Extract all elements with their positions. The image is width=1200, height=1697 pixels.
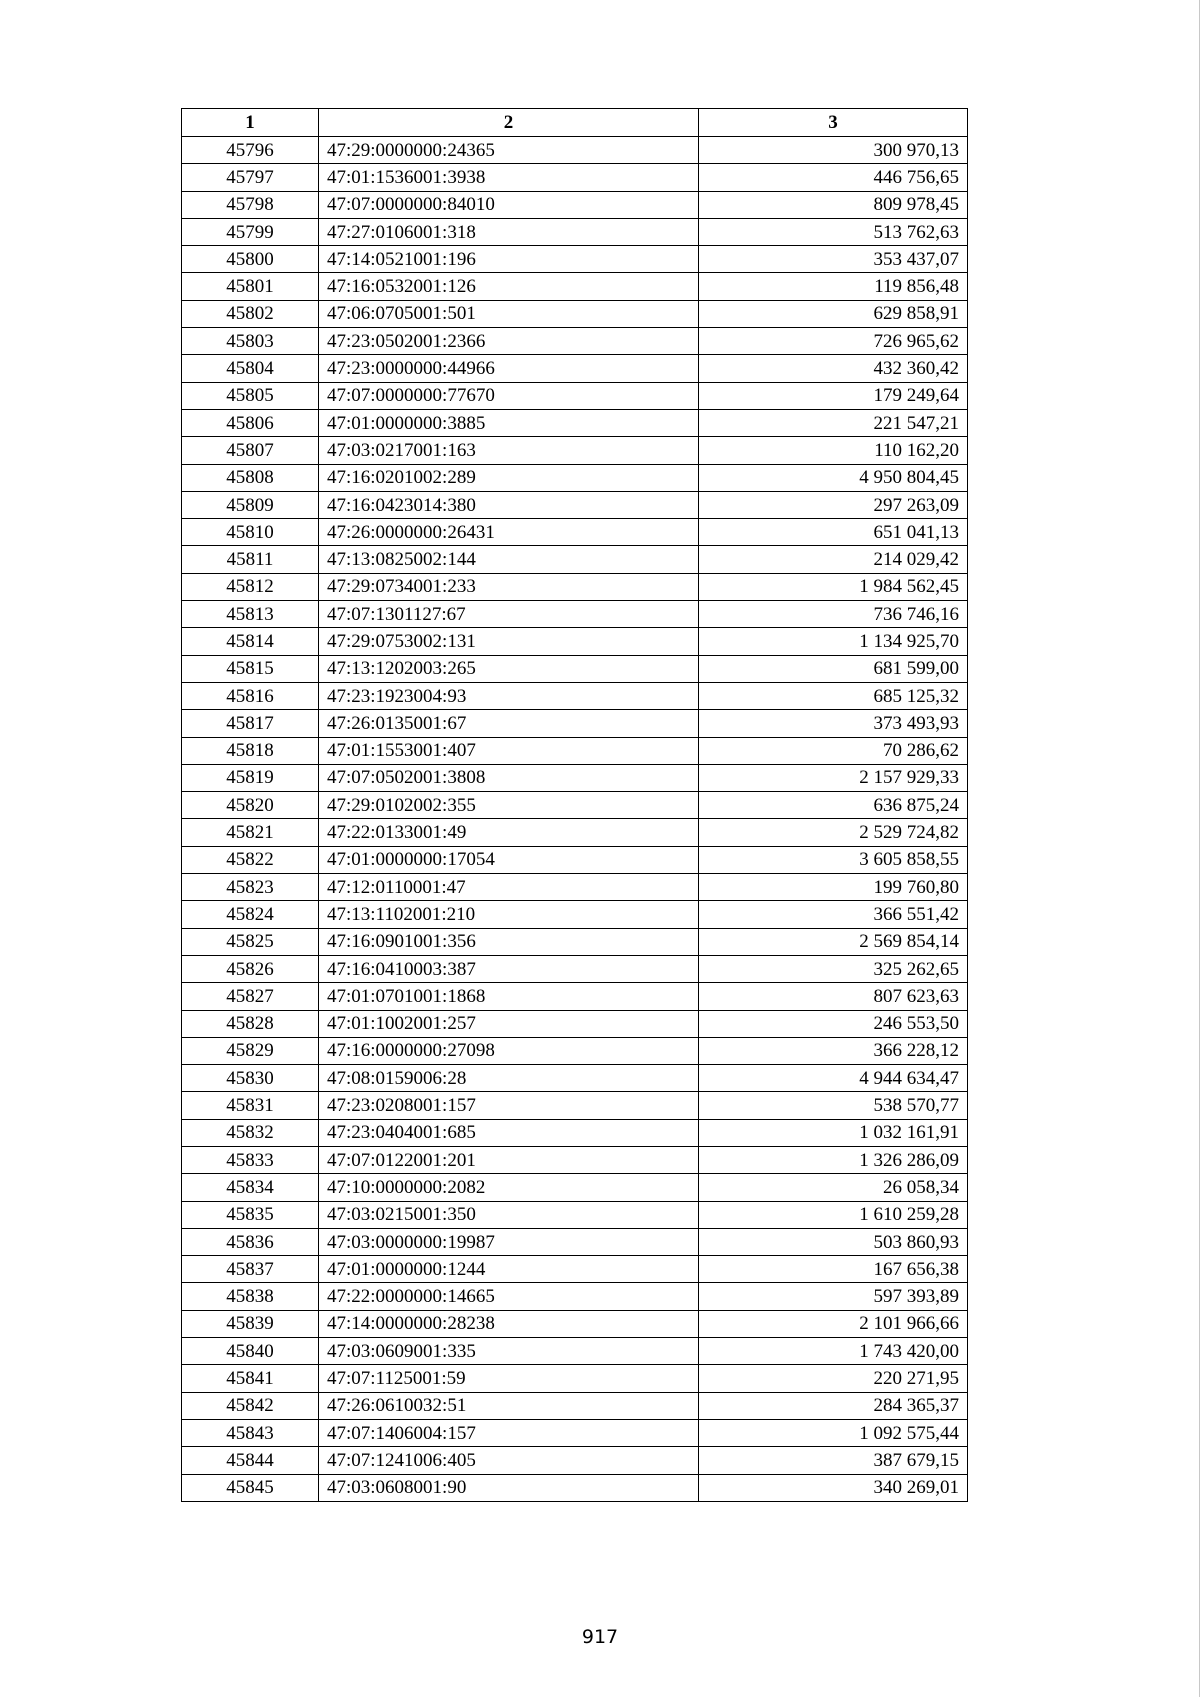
value-cell: 1 032 161,91 (699, 1119, 968, 1146)
value-cell: 366 551,42 (699, 901, 968, 928)
value-cell: 297 263,09 (699, 491, 968, 518)
value-cell: 807 623,63 (699, 983, 968, 1010)
table-row (182, 1283, 968, 1310)
row-number-cell: 45838 (182, 1283, 319, 1310)
value-cell: 221 547,21 (699, 409, 968, 436)
table-row (182, 300, 968, 327)
value-cell: 636 875,24 (699, 792, 968, 819)
table-row (182, 737, 968, 764)
row-number-cell: 45814 (182, 628, 319, 655)
value-cell: 1 984 562,45 (699, 573, 968, 600)
table-row (182, 983, 968, 1010)
table-row (182, 137, 968, 164)
cadastral-number-cell: 47:26:0610032:51 (319, 1392, 699, 1419)
row-number-cell: 45801 (182, 273, 319, 300)
table-row (182, 1092, 968, 1119)
cadastral-number-cell: 47:01:0701001:1868 (319, 983, 699, 1010)
row-number-cell: 45807 (182, 437, 319, 464)
cadastral-number-cell: 47:07:1241006:405 (319, 1447, 699, 1474)
column-header-2: 2 (319, 109, 699, 137)
cadastral-number-cell: 47:01:0000000:3885 (319, 409, 699, 436)
value-cell: 3 605 858,55 (699, 846, 968, 873)
table-row (182, 355, 968, 382)
page-number: 917 (581, 1626, 619, 1648)
value-cell: 70 286,62 (699, 737, 968, 764)
value-cell: 432 360,42 (699, 355, 968, 382)
row-number-cell: 45844 (182, 1447, 319, 1474)
cadastral-number-cell: 47:13:1202003:265 (319, 655, 699, 682)
document-table-container (181, 108, 967, 1502)
table-row (182, 491, 968, 518)
table-header-row (182, 109, 968, 137)
table-row (182, 273, 968, 300)
value-cell: 246 553,50 (699, 1010, 968, 1037)
cadastral-number-cell: 47:08:0159006:28 (319, 1065, 699, 1092)
row-number-cell: 45829 (182, 1037, 319, 1064)
row-number-cell: 45833 (182, 1146, 319, 1173)
row-number-cell: 45835 (182, 1201, 319, 1228)
row-number-cell: 45805 (182, 382, 319, 409)
value-cell: 2 101 966,66 (699, 1310, 968, 1337)
table-row (182, 1392, 968, 1419)
row-number-cell: 45827 (182, 983, 319, 1010)
cadastral-number-cell: 47:01:1002001:257 (319, 1010, 699, 1037)
cadastral-number-cell: 47:16:0201002:289 (319, 464, 699, 491)
table-row (182, 1474, 968, 1501)
cadastral-number-cell: 47:01:1553001:407 (319, 737, 699, 764)
row-number-cell: 45809 (182, 491, 319, 518)
table-row (182, 1146, 968, 1173)
row-number-cell: 45808 (182, 464, 319, 491)
table-row (182, 1010, 968, 1037)
row-number-cell: 45819 (182, 764, 319, 791)
row-number-cell: 45841 (182, 1365, 319, 1392)
value-cell: 340 269,01 (699, 1474, 968, 1501)
value-cell: 2 529 724,82 (699, 819, 968, 846)
row-number-cell: 45798 (182, 191, 319, 218)
table-row (182, 928, 968, 955)
row-number-cell: 45828 (182, 1010, 319, 1037)
cadastral-number-cell: 47:23:0000000:44966 (319, 355, 699, 382)
row-number-cell: 45822 (182, 846, 319, 873)
table-body (182, 137, 968, 1502)
row-number-cell: 45797 (182, 164, 319, 191)
data-table (181, 108, 968, 1502)
table-row (182, 1037, 968, 1064)
cadastral-number-cell: 47:07:0000000:77670 (319, 382, 699, 409)
table-row (182, 1419, 968, 1446)
cadastral-number-cell: 47:07:0000000:84010 (319, 191, 699, 218)
cadastral-number-cell: 47:14:0000000:28238 (319, 1310, 699, 1337)
table-row (182, 1365, 968, 1392)
value-cell: 2 569 854,14 (699, 928, 968, 955)
cadastral-number-cell: 47:23:0502001:2366 (319, 328, 699, 355)
table-row (182, 246, 968, 273)
cadastral-number-cell: 47:07:0122001:201 (319, 1146, 699, 1173)
value-cell: 325 262,65 (699, 955, 968, 982)
row-number-cell: 45802 (182, 300, 319, 327)
value-cell: 366 228,12 (699, 1037, 968, 1064)
cadastral-number-cell: 47:27:0106001:318 (319, 218, 699, 245)
row-number-cell: 45845 (182, 1474, 319, 1501)
table-row (182, 601, 968, 628)
table-row (182, 573, 968, 600)
table-row (182, 546, 968, 573)
value-cell: 809 978,45 (699, 191, 968, 218)
table-row (182, 1119, 968, 1146)
table-row (182, 382, 968, 409)
row-number-cell: 45796 (182, 137, 319, 164)
table-row (182, 628, 968, 655)
row-number-cell: 45820 (182, 792, 319, 819)
column-header-3: 3 (699, 109, 968, 137)
table-row (182, 191, 968, 218)
table-row (182, 218, 968, 245)
cadastral-number-cell: 47:03:0608001:90 (319, 1474, 699, 1501)
cadastral-number-cell: 47:26:0135001:67 (319, 710, 699, 737)
cadastral-number-cell: 47:06:0705001:501 (319, 300, 699, 327)
row-number-cell: 45806 (182, 409, 319, 436)
table-row (182, 437, 968, 464)
row-number-cell: 45840 (182, 1338, 319, 1365)
value-cell: 513 762,63 (699, 218, 968, 245)
table-row (182, 819, 968, 846)
value-cell: 119 856,48 (699, 273, 968, 300)
cadastral-number-cell: 47:01:1536001:3938 (319, 164, 699, 191)
row-number-cell: 45834 (182, 1174, 319, 1201)
cadastral-number-cell: 47:29:0102002:355 (319, 792, 699, 819)
table-row (182, 1174, 968, 1201)
cadastral-number-cell: 47:16:0410003:387 (319, 955, 699, 982)
table-row (182, 519, 968, 546)
value-cell: 387 679,15 (699, 1447, 968, 1474)
value-cell: 110 162,20 (699, 437, 968, 464)
row-number-cell: 45799 (182, 218, 319, 245)
value-cell: 179 249,64 (699, 382, 968, 409)
value-cell: 4 950 804,45 (699, 464, 968, 491)
cadastral-number-cell: 47:12:0110001:47 (319, 874, 699, 901)
cadastral-number-cell: 47:16:0423014:380 (319, 491, 699, 518)
value-cell: 726 965,62 (699, 328, 968, 355)
cadastral-number-cell: 47:03:0215001:350 (319, 1201, 699, 1228)
cadastral-number-cell: 47:23:1923004:93 (319, 682, 699, 709)
value-cell: 685 125,32 (699, 682, 968, 709)
cadastral-number-cell: 47:07:1406004:157 (319, 1419, 699, 1446)
cadastral-number-cell: 47:07:1125001:59 (319, 1365, 699, 1392)
value-cell: 1 610 259,28 (699, 1201, 968, 1228)
table-row (182, 1065, 968, 1092)
row-number-cell: 45803 (182, 328, 319, 355)
row-number-cell: 45837 (182, 1256, 319, 1283)
cadastral-number-cell: 47:03:0217001:163 (319, 437, 699, 464)
table-row (182, 955, 968, 982)
cadastral-number-cell: 47:03:0000000:19987 (319, 1228, 699, 1255)
value-cell: 1 134 925,70 (699, 628, 968, 655)
row-number-cell: 45832 (182, 1119, 319, 1146)
row-number-cell: 45831 (182, 1092, 319, 1119)
table-row (182, 901, 968, 928)
table-row (182, 710, 968, 737)
table-row (182, 1447, 968, 1474)
cadastral-number-cell: 47:29:0753002:131 (319, 628, 699, 655)
value-cell: 503 860,93 (699, 1228, 968, 1255)
row-number-cell: 45826 (182, 955, 319, 982)
column-header-1: 1 (182, 109, 319, 137)
table-row (182, 1228, 968, 1255)
cadastral-number-cell: 47:03:0609001:335 (319, 1338, 699, 1365)
row-number-cell: 45816 (182, 682, 319, 709)
table-row (182, 409, 968, 436)
cadastral-number-cell: 47:23:0208001:157 (319, 1092, 699, 1119)
value-cell: 26 058,34 (699, 1174, 968, 1201)
row-number-cell: 45821 (182, 819, 319, 846)
row-number-cell: 45817 (182, 710, 319, 737)
table-row (182, 164, 968, 191)
value-cell: 1 092 575,44 (699, 1419, 968, 1446)
value-cell: 446 756,65 (699, 164, 968, 191)
row-number-cell: 45813 (182, 601, 319, 628)
table-row (182, 1310, 968, 1337)
row-number-cell: 45839 (182, 1310, 319, 1337)
value-cell: 214 029,42 (699, 546, 968, 573)
cadastral-number-cell: 47:26:0000000:26431 (319, 519, 699, 546)
table-row (182, 764, 968, 791)
cadastral-number-cell: 47:13:1102001:210 (319, 901, 699, 928)
cadastral-number-cell: 47:22:0133001:49 (319, 819, 699, 846)
value-cell: 353 437,07 (699, 246, 968, 273)
value-cell: 4 944 634,47 (699, 1065, 968, 1092)
cadastral-number-cell: 47:07:0502001:3808 (319, 764, 699, 791)
row-number-cell: 45823 (182, 874, 319, 901)
value-cell: 629 858,91 (699, 300, 968, 327)
row-number-cell: 45825 (182, 928, 319, 955)
table-row (182, 655, 968, 682)
table-row (182, 464, 968, 491)
value-cell: 284 365,37 (699, 1392, 968, 1419)
cadastral-number-cell: 47:23:0404001:685 (319, 1119, 699, 1146)
cadastral-number-cell: 47:29:0000000:24365 (319, 137, 699, 164)
table-row (182, 1201, 968, 1228)
row-number-cell: 45830 (182, 1065, 319, 1092)
value-cell: 538 570,77 (699, 1092, 968, 1119)
row-number-cell: 45800 (182, 246, 319, 273)
cadastral-number-cell: 47:13:0825002:144 (319, 546, 699, 573)
row-number-cell: 45812 (182, 573, 319, 600)
cadastral-number-cell: 47:22:0000000:14665 (319, 1283, 699, 1310)
table-row (182, 846, 968, 873)
value-cell: 373 493,93 (699, 710, 968, 737)
row-number-cell: 45811 (182, 546, 319, 573)
value-cell: 736 746,16 (699, 601, 968, 628)
row-number-cell: 45824 (182, 901, 319, 928)
cadastral-number-cell: 47:10:0000000:2082 (319, 1174, 699, 1201)
cadastral-number-cell: 47:14:0521001:196 (319, 246, 699, 273)
row-number-cell: 45842 (182, 1392, 319, 1419)
cadastral-number-cell: 47:29:0734001:233 (319, 573, 699, 600)
table-row (182, 682, 968, 709)
cadastral-number-cell: 47:07:1301127:67 (319, 601, 699, 628)
row-number-cell: 45818 (182, 737, 319, 764)
value-cell: 2 157 929,33 (699, 764, 968, 791)
row-number-cell: 45843 (182, 1419, 319, 1446)
value-cell: 651 041,13 (699, 519, 968, 546)
row-number-cell: 45810 (182, 519, 319, 546)
value-cell: 220 271,95 (699, 1365, 968, 1392)
table-row (182, 328, 968, 355)
cadastral-number-cell: 47:01:0000000:1244 (319, 1256, 699, 1283)
table-row (182, 1256, 968, 1283)
table-row (182, 1338, 968, 1365)
row-number-cell: 45804 (182, 355, 319, 382)
value-cell: 1 743 420,00 (699, 1338, 968, 1365)
cadastral-number-cell: 47:16:0000000:27098 (319, 1037, 699, 1064)
value-cell: 597 393,89 (699, 1283, 968, 1310)
cadastral-number-cell: 47:01:0000000:17054 (319, 846, 699, 873)
table-row (182, 874, 968, 901)
value-cell: 167 656,38 (699, 1256, 968, 1283)
table-row (182, 792, 968, 819)
table-header (182, 109, 968, 137)
value-cell: 1 326 286,09 (699, 1146, 968, 1173)
row-number-cell: 45836 (182, 1228, 319, 1255)
value-cell: 300 970,13 (699, 137, 968, 164)
value-cell: 681 599,00 (699, 655, 968, 682)
cadastral-number-cell: 47:16:0901001:356 (319, 928, 699, 955)
row-number-cell: 45815 (182, 655, 319, 682)
cadastral-number-cell: 47:16:0532001:126 (319, 273, 699, 300)
value-cell: 199 760,80 (699, 874, 968, 901)
